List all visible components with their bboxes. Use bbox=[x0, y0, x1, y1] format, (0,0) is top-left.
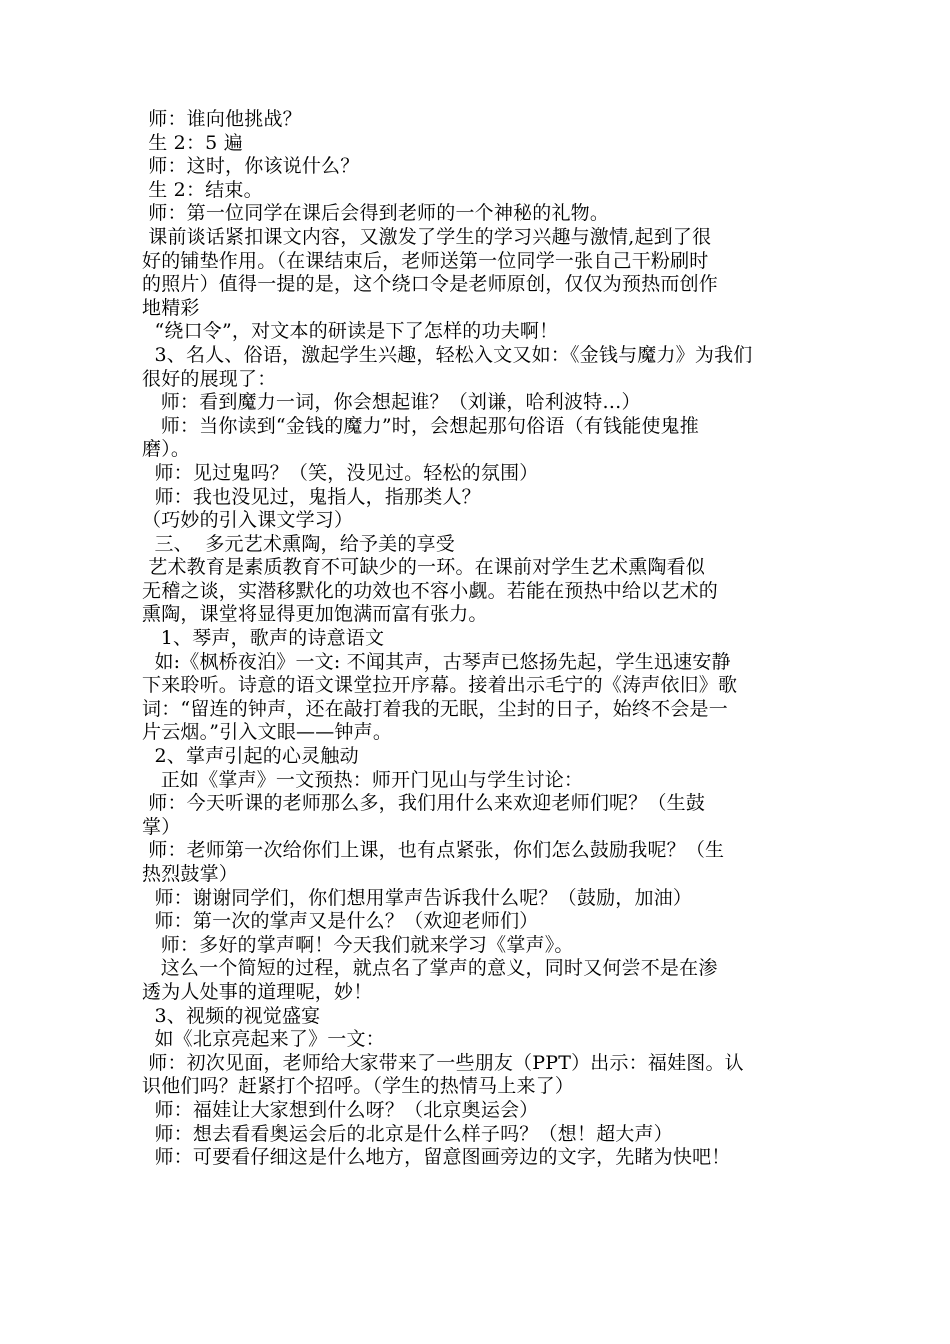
text-line: 师：当你读到“金钱的魔力”时，会想起那句俗语（有钱能使鬼推 bbox=[142, 414, 699, 437]
text-line: “绕口令”，对文本的研读是下了怎样的功夫啊！ bbox=[142, 320, 559, 343]
text-line: 师：见过鬼吗？（笑，没见过。轻松的氛围） bbox=[142, 461, 539, 484]
text-line: 师：多好的掌声啊！今天我们就来学习《掌声》。 bbox=[142, 933, 574, 956]
text-line: 无稽之谈，实潜移默化的功效也不容小觑。若能在预热中给以艺术的 bbox=[142, 579, 719, 602]
text-line: 掌） bbox=[142, 815, 181, 838]
text-line: 师：看到魔力一词，你会想起谁？（刘谦，哈利波特…） bbox=[142, 391, 641, 414]
document-body bbox=[142, 108, 812, 1170]
text-line: 师：今天听课的老师那么多，我们用什么来欢迎老师们呢？（生鼓 bbox=[142, 792, 706, 815]
text-line: 片云烟。”引入文眼——钟声。 bbox=[142, 721, 393, 744]
text-line: 三、 多元艺术熏陶，给予美的享受 bbox=[142, 532, 455, 555]
text-line: 下来聆听。诗意的语文课堂拉开序幕。接着出示毛宁的《涛声依旧》歌 bbox=[142, 674, 738, 697]
text-line: 师：初次见面，老师给大家带来了一些朋友（PPT）出示：福娃图。认 bbox=[142, 1051, 744, 1074]
text-line: 很好的展现了： bbox=[142, 367, 277, 390]
text-line: 1、琴声，歌声的诗意语文 bbox=[142, 627, 385, 650]
text-line: 正如《掌声》一文预热：师开门见山与学生讨论： bbox=[142, 768, 584, 791]
text-line: 3、视频的视觉盛宴 bbox=[142, 1004, 321, 1027]
text-line: 师：这时，你该说什么？ bbox=[142, 155, 360, 178]
text-line: 3、名人、俗语，激起学生兴趣，轻松入文又如：《金钱与魔力》为我们 bbox=[142, 343, 753, 366]
text-line: 的照片）值得一提的是，这个绕口令是老师原创，仅仅为预热而创作 bbox=[142, 273, 719, 296]
text-line: 师：可要看仔细这是什么地方，留意图画旁边的文字，先睹为快吧！ bbox=[142, 1146, 731, 1169]
text-line: 2、掌声引起的心灵触动 bbox=[142, 745, 359, 768]
text-line: 师：福娃让大家想到什么呀？（北京奥运会） bbox=[142, 1098, 539, 1121]
text-line: 如《北京亮起来了》一文： bbox=[142, 1028, 385, 1051]
text-line: 地精彩 bbox=[142, 296, 200, 319]
text-line: 师：第一次的掌声又是什么？（欢迎老师们） bbox=[142, 910, 539, 933]
text-line: 师：谁向他挑战？ bbox=[142, 108, 302, 130]
text-line: 识他们吗？赶紧打个招呼。（学生的热情马上来了） bbox=[142, 1075, 575, 1098]
text-line: 词：“留连的钟声，还在敲打着我的无眠，尘封的日子，始终不会是一 bbox=[142, 697, 728, 720]
text-line: 师：我也没见过，鬼指人，指那类人？ bbox=[142, 485, 481, 508]
text-line: 生 2：结束。 bbox=[142, 178, 263, 201]
text-line: 热烈鼓掌） bbox=[142, 863, 239, 885]
text-line: 师：想去看看奥运会后的北京是什么样子吗？（想！超大声） bbox=[142, 1122, 673, 1145]
text-line: 师：老师第一次给你们上课，也有点紧张，你们怎么鼓励我呢？（生 bbox=[142, 839, 725, 862]
text-line: 师：第一位同学在课后会得到老师的一个神秘的礼物。 bbox=[142, 202, 610, 225]
text-line: 磨）。 bbox=[142, 438, 191, 461]
text-line: 这么一个简短的过程，就点名了掌声的意义，同时又何尝不是在渗 bbox=[142, 957, 718, 980]
text-line: 好的铺垫作用。（在课结束后，老师送第一位同学一张自己干粉刷时 bbox=[142, 249, 709, 272]
text-line: 熏陶，课堂将显得更加饱满而富有张力。 bbox=[142, 603, 488, 626]
text-line: 如:《枫桥夜泊》一文: 不闻其声，古琴声已悠扬先起，学生迅速安静 bbox=[142, 650, 731, 673]
text-line: 课前谈话紧扣课文内容，又激发了学生的学习兴趣与激情,起到了很 bbox=[142, 225, 712, 248]
text-line: 师：谢谢同学们，你们想用掌声告诉我什么呢？（鼓励，加油） bbox=[142, 886, 693, 909]
text-line: 透为人处事的道理呢，妙！ bbox=[142, 980, 373, 1003]
text-line: 艺术教育是素质教育不可缺少的一环。在课前对学生艺术熏陶看似 bbox=[142, 556, 706, 579]
text-line: 生 2：5 遍 bbox=[142, 131, 243, 154]
text-line: （巧妙的引入课文学习） bbox=[142, 509, 354, 532]
